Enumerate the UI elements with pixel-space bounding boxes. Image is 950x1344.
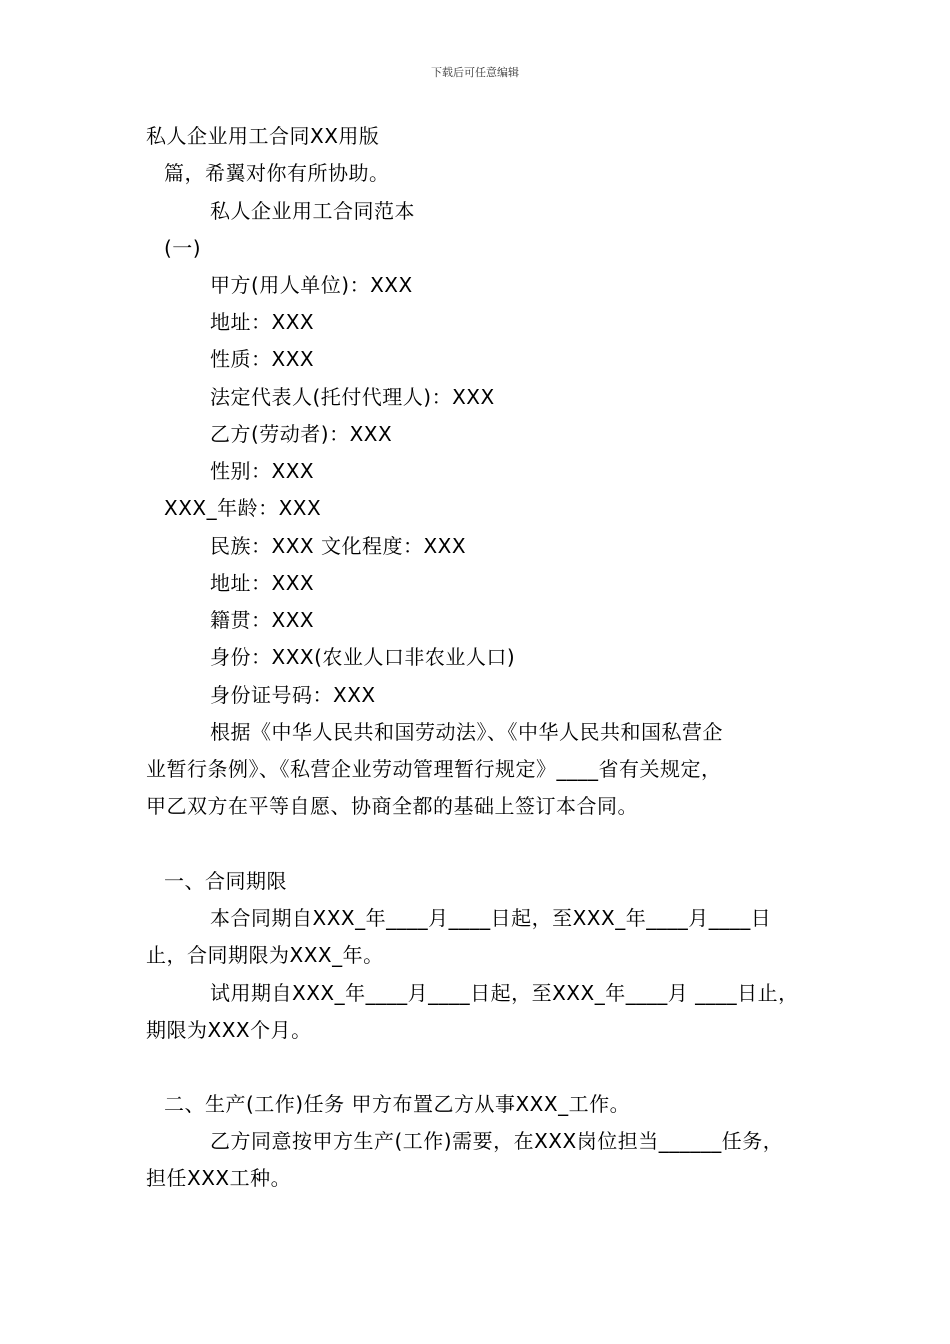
field-party-a: 甲方(用人单位)：XXX — [210, 273, 413, 297]
section-number: (一) — [164, 236, 202, 260]
section-1-heading: 一、合同期限 — [164, 869, 287, 893]
contract-term-line: 本合同期自XXX_年____月____日起，至XXX_年____月____日 — [210, 906, 772, 930]
document-subtitle: 私人企业用工合同范本 — [210, 199, 415, 223]
field-age: XXX_年龄：XXX — [164, 496, 322, 520]
field-address-a: 地址：XXX — [210, 310, 315, 334]
preamble-line: 根据《中华人民共和国劳动法》、《中华人民共和国私营企 — [210, 720, 723, 744]
field-nature: 性质：XXX — [210, 347, 315, 371]
preamble-line: 甲乙双方在平等自愿、协商全都的基础上签订本合同。 — [146, 794, 638, 818]
probation-line: 试用期自XXX_年____月____日起，至XXX_年____月 ____日止， — [210, 981, 799, 1005]
field-id-number: 身份证号码：XXX — [210, 683, 376, 707]
field-identity: 身份：XXX(农业人口非农业人口) — [210, 645, 516, 669]
field-party-b: 乙方(劳动者)：XXX — [210, 422, 393, 446]
section-2-heading: 二、生产(工作)任务 甲方布置乙方从事XXX_工作。 — [164, 1092, 631, 1116]
section-2-body-line: 担任XXX工种。 — [146, 1166, 292, 1190]
field-legal-representative: 法定代表人(托付代理人)：XXX — [210, 385, 495, 409]
field-address-b: 地址：XXX — [210, 571, 315, 595]
probation-line: 期限为XXX个月。 — [146, 1018, 312, 1042]
intro-line: 篇，希翼对你有所协助。 — [164, 161, 390, 185]
document-title: 私人企业用工合同XX用版 — [146, 124, 380, 148]
field-gender: 性别：XXX — [210, 459, 315, 483]
section-2-body-line: 乙方同意按甲方生产(工作)需要，在XXX岗位担当______任务， — [210, 1129, 784, 1153]
page-header: 下载后可任意编辑 — [431, 66, 519, 79]
field-ethnicity-education: 民族：XXX 文化程度：XXX — [210, 534, 467, 558]
contract-term-line: 止，合同期限为XXX_年。 — [146, 943, 384, 967]
field-origin: 籍贯：XXX — [210, 608, 315, 632]
preamble-line: 业暂行条例》、《私营企业劳动管理暂行规定》____省有关规定， — [146, 757, 722, 781]
